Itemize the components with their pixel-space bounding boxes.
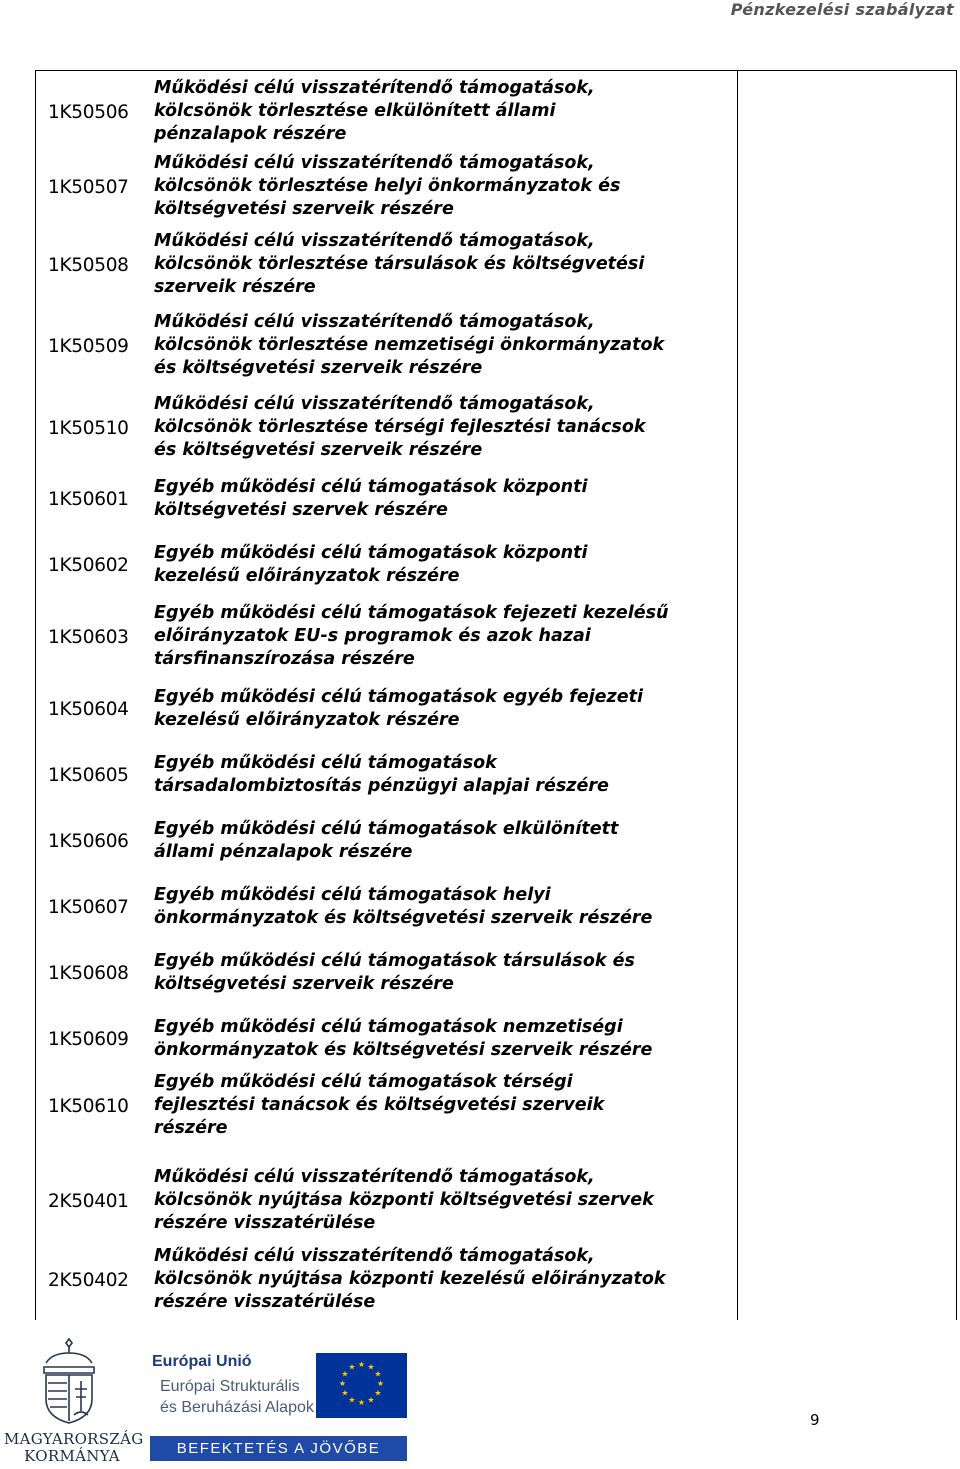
row-code: 1K50601 bbox=[48, 489, 129, 510]
svg-text:★: ★ bbox=[357, 1360, 366, 1369]
svg-text:★: ★ bbox=[338, 1379, 347, 1388]
row-code: 1K50602 bbox=[48, 555, 129, 576]
svg-text:★: ★ bbox=[367, 1395, 375, 1405]
row-description: Működési célú visszatérítendő támogatások, kölcsönök törlesztése elkülönített állami pénzalapok részére bbox=[154, 78, 595, 144]
government-name-line2: KORMÁNYA bbox=[24, 1447, 120, 1465]
row-code: 1K50506 bbox=[48, 102, 129, 123]
hungarian-crest-icon bbox=[38, 1337, 100, 1425]
row-code: 1K50508 bbox=[48, 255, 129, 276]
row-code: 1K50510 bbox=[48, 418, 129, 439]
svg-text:★: ★ bbox=[348, 1362, 356, 1372]
svg-text:★: ★ bbox=[374, 1369, 382, 1379]
row-description: Működési célú visszatérítendő támogatások, kölcsönök törlesztése társulások és költségvetési szerveik részére bbox=[154, 231, 645, 297]
row-code: 2K50401 bbox=[48, 1191, 129, 1212]
row-code: 2K50402 bbox=[48, 1270, 129, 1291]
row-code: 1K50609 bbox=[48, 1029, 129, 1050]
eu-subtitle-line1: Európai Strukturális bbox=[160, 1378, 300, 1395]
row-code: 1K50604 bbox=[48, 699, 129, 720]
page-header-title: Pénzkezelési szabályzat bbox=[730, 0, 954, 19]
svg-text:★: ★ bbox=[374, 1388, 382, 1398]
row-description: Működési célú visszatérítendő támogatások, kölcsönök törlesztése nemzetiségi önkormányzatok és költségvetési szerveik részére bbox=[154, 312, 665, 378]
row-description: Egyéb működési célú támogatások helyi önkormányzatok és költségvetési szerveik részére bbox=[154, 885, 653, 928]
column-divider bbox=[737, 70, 738, 1320]
svg-text:★: ★ bbox=[341, 1369, 349, 1379]
svg-text:★: ★ bbox=[367, 1362, 375, 1372]
row-code: 1K50608 bbox=[48, 963, 129, 984]
row-description: Egyéb működési célú támogatások központi költségvetési szervek részére bbox=[154, 477, 588, 520]
row-description: Működési célú visszatérítendő támogatások, kölcsönök törlesztése térségi fejlesztési tanácsok és költségvetési szerveik részére bbox=[154, 394, 646, 460]
row-code: 1K50509 bbox=[48, 336, 129, 357]
row-description: Egyéb működési célú támogatások fejezeti kezelésű előirányzatok EU-s programok és azok hazai társfinanszírozása részére bbox=[154, 603, 669, 669]
row-code: 1K50605 bbox=[48, 765, 129, 786]
investment-banner: BEFEKTETÉS A JÖVŐBE bbox=[150, 1436, 407, 1461]
row-description: Egyéb működési célú támogatások társulások és költségvetési szerveik részére bbox=[154, 951, 635, 994]
row-description: Egyéb működési célú támogatások egyéb fejezeti kezelésű előirányzatok részére bbox=[154, 687, 643, 730]
row-description: Egyéb működési célú támogatások elkülönített állami pénzalapok részére bbox=[154, 819, 619, 862]
row-description: Működési célú visszatérítendő támogatások, kölcsönök nyújtása központi költségvetési szervek részére visszatérülése bbox=[154, 1167, 654, 1233]
row-description: Egyéb működési célú támogatások térségi fejlesztési tanácsok és költségvetési szerveik részére bbox=[154, 1072, 605, 1138]
row-code: 1K50610 bbox=[48, 1096, 129, 1117]
svg-text:★: ★ bbox=[357, 1398, 366, 1407]
row-description: Egyéb működési célú támogatások nemzetiségi önkormányzatok és költségvetési szerveik részére bbox=[154, 1017, 653, 1060]
eu-title: Európai Unió bbox=[152, 1353, 252, 1370]
government-name-line1: MAGYARORSZÁG bbox=[4, 1430, 144, 1448]
row-code: 1K50607 bbox=[48, 897, 129, 918]
accounts-table bbox=[35, 70, 957, 1320]
page-number: 9 bbox=[810, 1411, 820, 1429]
row-description: Működési célú visszatérítendő támogatások, kölcsönök törlesztése helyi önkormányzatok és költségvetési szerveik részére bbox=[154, 153, 621, 219]
svg-text:★: ★ bbox=[348, 1395, 356, 1405]
row-code: 1K50507 bbox=[48, 177, 129, 198]
row-code: 1K50606 bbox=[48, 831, 129, 852]
row-code: 1K50603 bbox=[48, 627, 129, 648]
svg-text:★: ★ bbox=[376, 1379, 385, 1388]
eu-subtitle-line2: és Beruházási Alapok bbox=[160, 1399, 314, 1416]
svg-text:★: ★ bbox=[341, 1388, 349, 1398]
row-description: Egyéb működési célú támogatások társadalombiztosítás pénzügyi alapjai részére bbox=[154, 753, 609, 796]
row-description: Működési célú visszatérítendő támogatások, kölcsönök nyújtása központi kezelésű előirányzatok részére visszatérülése bbox=[154, 1246, 666, 1312]
eu-flag-icon bbox=[316, 1353, 407, 1418]
row-description: Egyéb működési célú támogatások központi kezelésű előirányzatok részére bbox=[154, 543, 588, 586]
